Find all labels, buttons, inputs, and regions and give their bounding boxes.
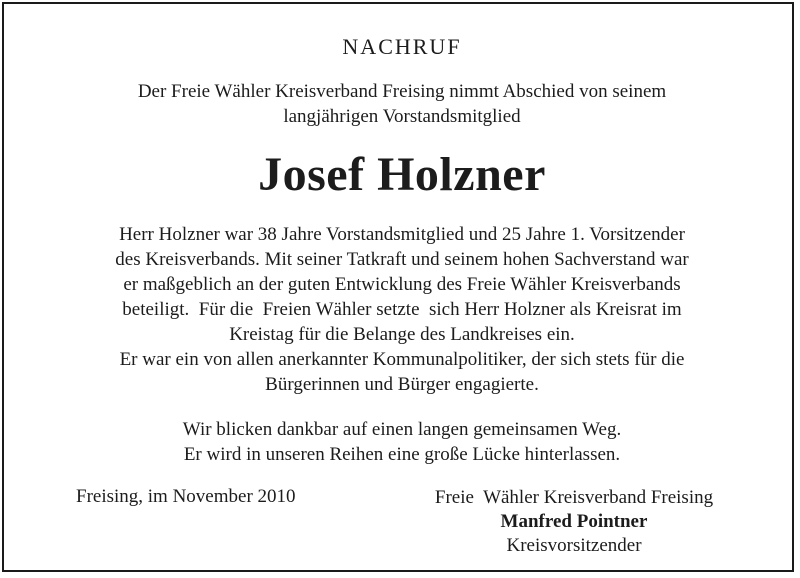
closing-line: Wir blicken dankbar auf einen langen gemeinsamen Weg.: [182, 419, 622, 440]
signature-name: Manfred Pointner: [500, 511, 648, 532]
place-date: Freising, im November 2010: [76, 486, 296, 507]
intro-line: Der Freie Wähler Kreisverband Freising nimmt Abschied von seinem: [137, 81, 667, 102]
obituary-frame: [2, 2, 794, 572]
signature-title: Kreisvorsitzender: [506, 535, 642, 556]
signature-block: [374, 486, 774, 558]
closing-text: [4, 417, 800, 467]
tribute-line: beteiligt. Für die Freien Wähler setzte sich Herr Holzner als Kreisrat im: [122, 299, 682, 320]
closing-line: Er wird in unseren Reihen eine große Lücke hinterlassen.: [183, 444, 621, 465]
intro-text: [4, 79, 800, 129]
tribute-text: [4, 222, 800, 397]
tribute-line: Er war ein von allen anerkannter Kommunalpolitiker, der sich stets für die: [119, 349, 685, 370]
deceased-name: Josef Holzner: [258, 148, 546, 201]
signature-organization: Freie Wähler Kreisverband Freising: [434, 487, 714, 508]
tribute-line: Bürgerinnen und Bürger engagierte.: [265, 374, 539, 395]
intro-line: langjährigen Vorstandsmitglied: [283, 106, 521, 127]
tribute-line: er maßgeblich an der guten Entwicklung des Freie Wähler Kreisverbands: [123, 274, 681, 295]
obituary-heading: NACHRUF: [342, 34, 462, 59]
tribute-line: Herr Holzner war 38 Jahre Vorstandsmitglied und 25 Jahre 1. Vorsitzender: [119, 224, 685, 245]
tribute-line: Kreistag für die Belange des Landkreises ein.: [229, 324, 575, 345]
tribute-line: des Kreisverbands. Mit seiner Tatkraft und seinem hohen Sachverstand war: [115, 249, 689, 270]
